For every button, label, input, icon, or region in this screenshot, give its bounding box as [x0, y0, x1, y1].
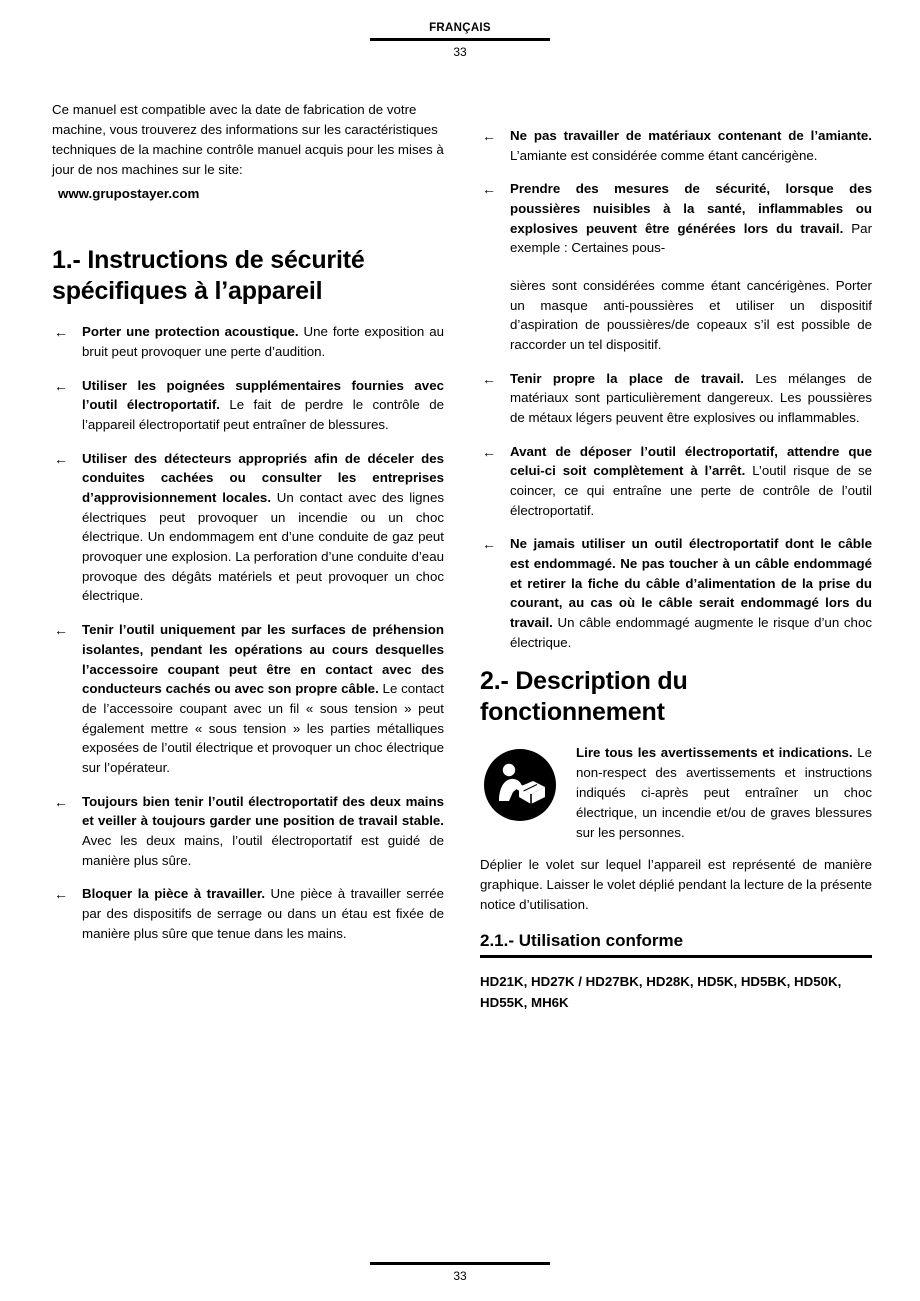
arrow-icon: ←	[54, 377, 68, 394]
warning-heading: Lire tous les avertissements et indications.	[576, 745, 853, 761]
list-item-heading: Ne jamais utiliser un outil électroportatif dont le câble est endommagé. Ne pas toucher à un câble endommagé et retirer la fiche du câble d’alimentation de la prise du courant, au cas où le câble serait endommagé lors du travail.	[510, 536, 872, 631]
arrow-icon: ←	[482, 370, 496, 387]
right-column	[480, 100, 872, 1013]
list-item-heading: Utiliser les poignées supplémentaires fournies avec l’outil électroportatif.	[82, 377, 444, 413]
list-item-heading: Ne pas travailler de matériaux contenant de l’amiante.	[510, 128, 872, 143]
list-item-body: L’amiante est considérée comme étant cancérigène.	[510, 147, 818, 163]
list-item-heading: Tenir propre la place de travail.	[510, 370, 744, 386]
arrow-icon: ←	[54, 622, 68, 639]
warning-body: Le non-respect des avertissements et instructions indiqués ci-après peut entraîner un choc électrique, un incendie et/ou de graves blessures sur les personnes.	[576, 745, 872, 841]
intro-paragraph: Ce manuel est compatible avec la date de fabrication de votre machine, vous trouverez des informations sur les caractéristiques techniques de la machine contrôle manuel acquis pour les mises à jour de nos machines sur le site:	[52, 102, 444, 177]
arrow-icon: ←	[482, 128, 496, 144]
list-item-body: Le fait de perdre le contrôle de l’appareil électroportatif peut entraîner de blessures.	[82, 397, 444, 433]
subsection-divider	[480, 955, 872, 958]
arrow-icon: ←	[54, 324, 68, 341]
list-item-body: L’outil risque de se coincer, ce qui entraîne une perte de contrôle de l’outil électroportatif.	[510, 463, 872, 518]
arrow-icon: ←	[482, 443, 496, 460]
list-item-body: Un câble endommagé augmente le risque d’un choc électrique.	[510, 615, 872, 650]
list-item-body: Les mélanges de matériaux sont particulièrement dangereux. Les poussières de métaux légers peuvent être explosives ou inflammables.	[510, 370, 872, 426]
section-title-safety: 1.- Instructions de sécurité spécifiques à l’appareil	[52, 246, 365, 305]
list-item	[52, 620, 444, 777]
page-header	[0, 22, 920, 59]
list-item	[52, 376, 444, 435]
warning-text	[576, 743, 872, 843]
list-item-heading: Prendre des mesures de sécurité, lorsque des poussières nuisibles à la santé, inflammables ou explosives peuvent être générées lors du travail.	[510, 181, 872, 236]
list-item-continuation: sières sont considérées comme étant cancérigènes. Porter un masque anti-poussières et utiliser un dispositif d’aspiration de poussières/de copeaux s’il est possible de raccorder un tel dispositif.	[510, 278, 872, 353]
list-item-body: Le contact de l’accessoire coupant avec un fil « sous tension » peut également mettre « sous tension » les parties métalliques exposées de l’outil électrique et provoquer un choc électrique sur l’opérateur.	[82, 681, 444, 775]
arrow-icon: ←	[54, 450, 68, 467]
list-item	[480, 369, 872, 428]
header-divider	[370, 38, 550, 41]
list-item-heading: Avant de déposer l’outil électroportatif, attendre que celui-ci soit complètement à l’arrêt.	[510, 443, 872, 479]
arrow-icon: ←	[54, 793, 68, 810]
list-item-body: Par exemple : Certaines pous-	[510, 220, 872, 256]
list-item-body: Un contact avec des lignes électriques peut provoquer un incendie ou un choc électrique. Un endommagem ent d’une conduite de gaz peut provoquer une explosion. La perforation d’une conduite d’eau provoque des dégâts matériels et peut provoquer un choc électrique.	[82, 490, 444, 604]
arrow-icon: ←	[482, 536, 496, 553]
header-language: FRANÇAIS	[429, 22, 491, 34]
model-list: HD21K, HD27K / HD27BK, HD28K, HD5K, HD5BK, HD50K, HD55K, MH6K	[480, 973, 842, 1010]
footer-divider	[370, 1262, 550, 1265]
read-manual-pictogram-icon	[482, 747, 558, 823]
subsection-title-usage: 2.1.- Utilisation conforme	[480, 930, 684, 950]
list-item-heading: Utiliser des détecteurs appropriés afin de déceler des conduites cachées ou consulter les entreprises d’approvisionnement locales.	[82, 450, 444, 506]
footer-page-number: 33	[453, 1269, 467, 1283]
list-item-heading: Bloquer la pièce à travailler.	[82, 886, 266, 902]
header-page-number: 33	[453, 45, 467, 59]
list-item-body: Une forte exposition au bruit peut provoquer une perte d’audition.	[82, 324, 444, 360]
list-item-heading: Tenir l’outil uniquement par les surfaces de préhension isolantes, pendant les opérations au cours desquelles l’accessoire coupant peut être en contact avec des conducteurs cachés ou avec son propre câble.	[82, 622, 444, 697]
company-website: www.grupostayer.com	[58, 185, 200, 201]
list-item-heading: Porter une protection acoustique.	[82, 324, 299, 340]
list-item-body: Avec les deux mains, l’outil électroportatif est guidé de manière plus sûre.	[82, 832, 444, 868]
content-columns	[52, 100, 872, 1250]
list-item	[52, 322, 444, 361]
list-item	[480, 442, 872, 521]
list-item	[480, 179, 872, 258]
list-item	[480, 126, 872, 165]
left-column	[52, 100, 444, 957]
list-item-body: Une pièce à travailler serrée par des dispositifs de serrage ou dans un étau est fixée de manière plus sûre que tenue dans les mains.	[82, 886, 444, 941]
list-item	[52, 449, 444, 606]
page-footer	[0, 1262, 920, 1283]
list-item	[52, 884, 444, 943]
arrow-icon: ←	[482, 181, 496, 198]
arrow-icon: ←	[54, 886, 68, 903]
section-title-description: 2.- Description du fonctionnement	[480, 667, 688, 726]
list-item	[480, 534, 872, 652]
warning-block	[480, 743, 872, 843]
description-paragraph: Déplier le volet sur lequel l’appareil est représenté de manière graphique. Laisser le volet déplié pendant la lecture de la présente notice d’utilisation.	[480, 857, 872, 913]
list-item-heading: Toujours bien tenir l’outil électroportatif des deux mains et veiller à toujours garder une position de travail stable.	[82, 793, 444, 829]
list-item	[52, 792, 444, 871]
